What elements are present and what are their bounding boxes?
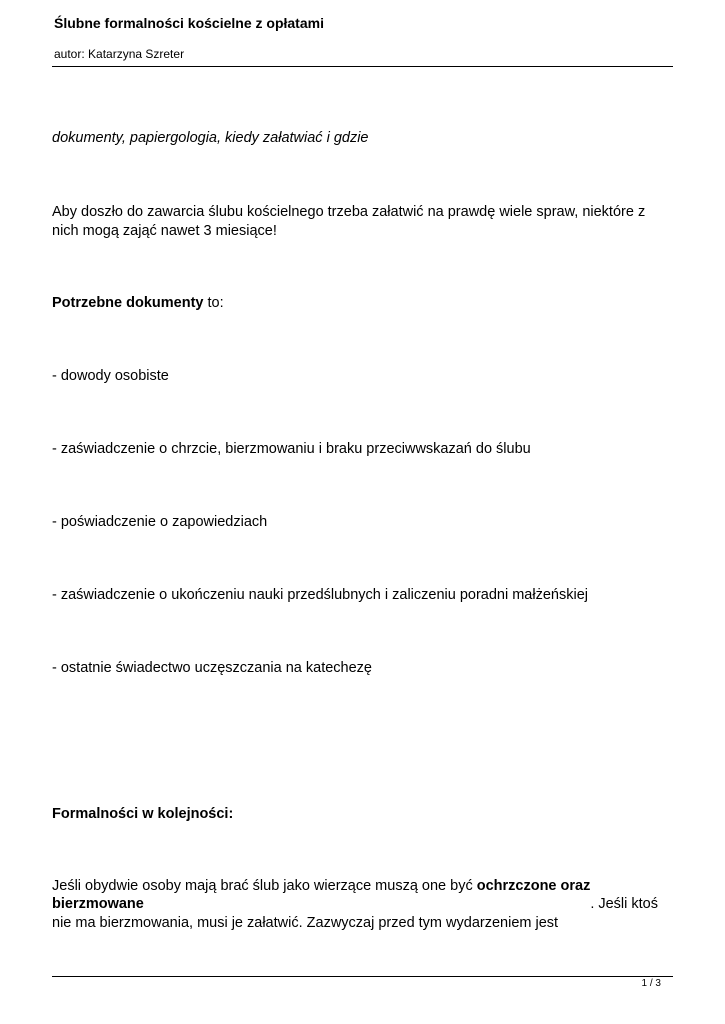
paragraph-line [52,895,658,913]
documents-heading-rest: to: [203,295,224,311]
list-item: - zaświadczenie o ukończeniu nauki przedślubnych i zaliczeniu poradni małżeńskiej [52,587,588,603]
paragraph-bold-text: bierzmowane [52,896,144,912]
list-item: - zaświadczenie o chrzcie, bierzmowaniu i braku przeciwwskazań do ślubu [52,441,531,457]
author-line: autor: Katarzyna Szreter [54,47,185,61]
formalities-heading: Formalności w kolejności: [52,806,234,822]
footer-divider [52,976,673,977]
paragraph-text: . Jeśli ktoś [590,896,658,912]
list-item: - dowody osobiste [52,368,169,384]
documents-heading [52,294,224,312]
subtitle: dokumenty, papiergologia, kiedy załatwiać i gdzie [52,130,369,146]
intro-paragraph: Aby doszło do zawarcia ślubu kościelnego trzeba załatwić na prawdę wiele spraw, niektóre z nich mogą zająć nawet 3 miesiące! [52,204,646,239]
paragraph-bold-text: ochrzczone oraz [476,878,591,894]
documents-heading-bold: Potrzebne dokumenty [52,295,204,311]
paragraph-line: nie ma bierzmowania, musi je załatwić. Zazwyczaj przed tym wydarzeniem jest [52,915,559,931]
paragraph-text: Jeśli obydwie osoby mają brać ślub jako wierzące muszą one być [52,878,477,894]
document-title: Ślubne formalności kościelne z opłatami [54,15,324,31]
list-item: - poświadczenie o zapowiedziach [52,514,268,530]
paragraph-line [52,877,590,895]
page-number: 1 / 3 [641,978,661,989]
list-item: - ostatnie świadectwo uczęszczania na katechezę [52,660,372,676]
header-divider [52,66,673,67]
